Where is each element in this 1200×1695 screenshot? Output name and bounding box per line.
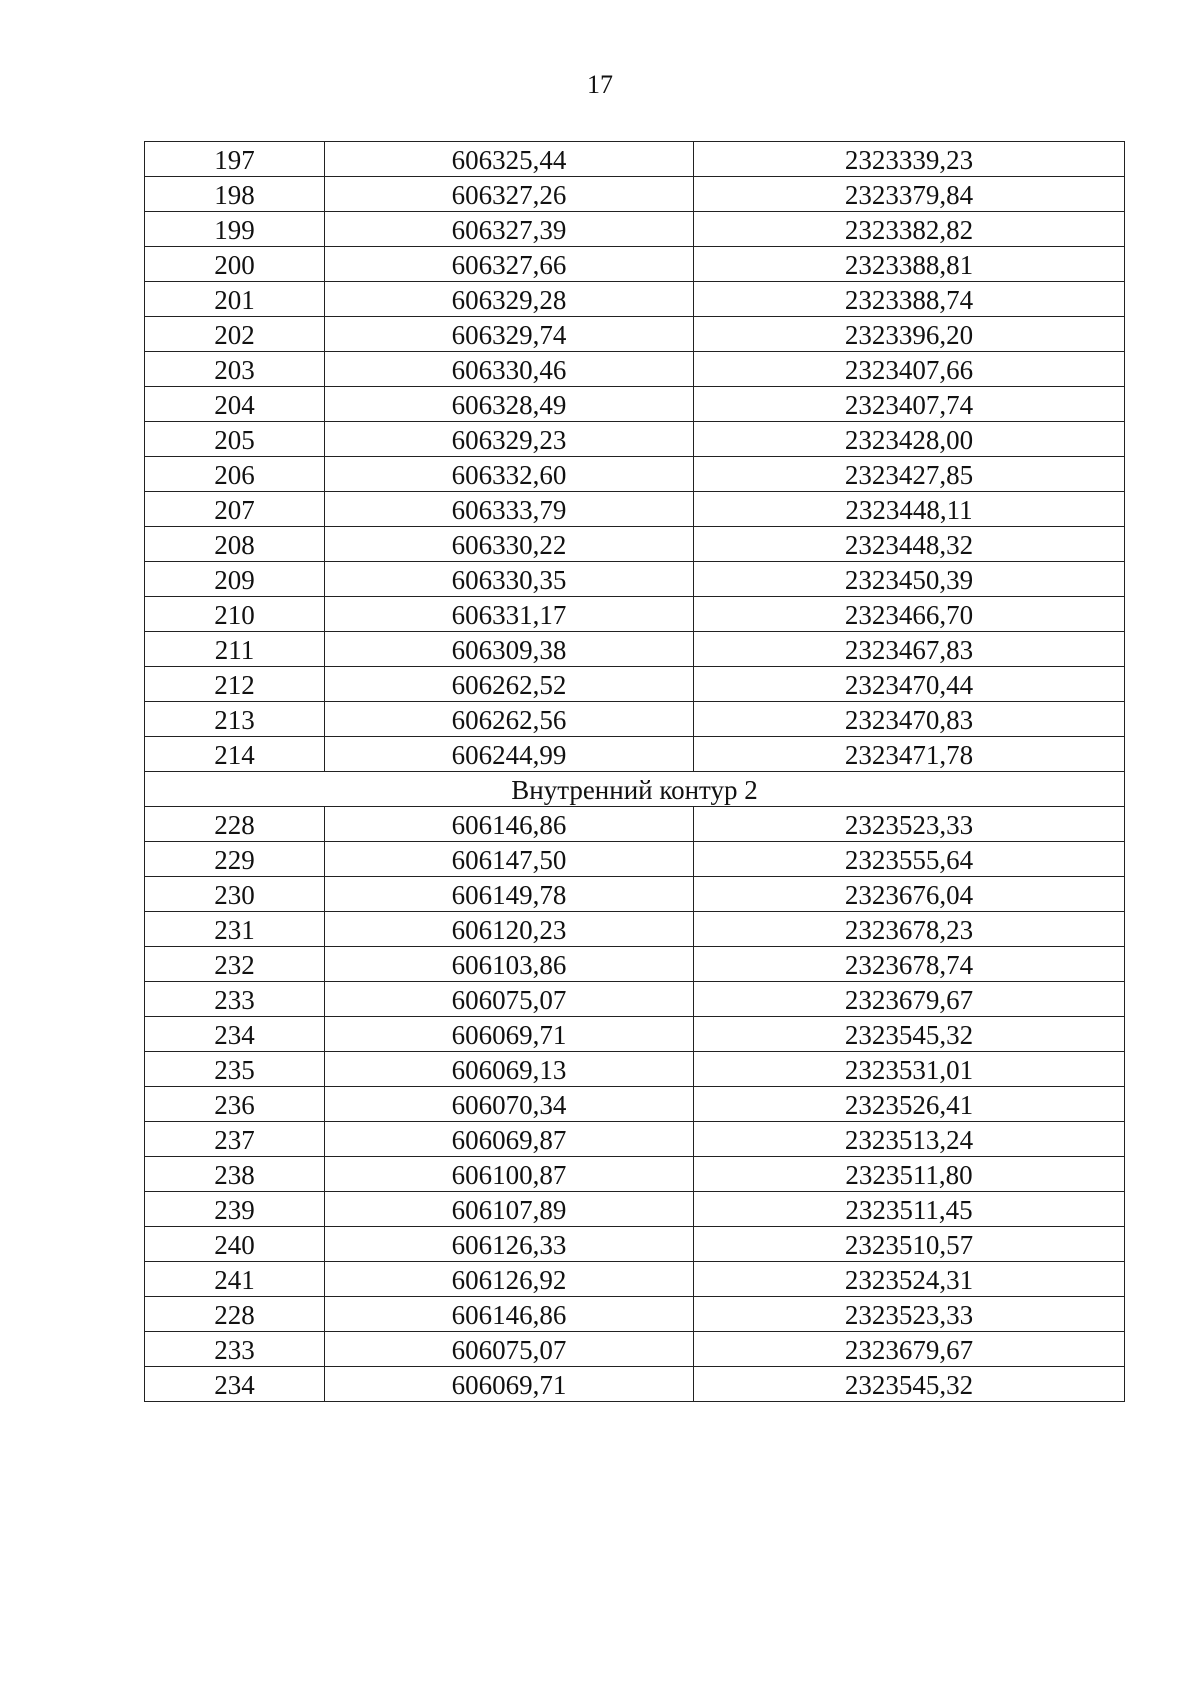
point-number-cell: 200	[145, 247, 325, 282]
table-row	[145, 632, 1125, 667]
y-coordinate-cell: 2323678,74	[694, 947, 1125, 982]
y-coordinate-cell: 2323676,04	[694, 877, 1125, 912]
x-coordinate-cell: 606069,71	[325, 1017, 694, 1052]
y-coordinate-cell: 2323466,70	[694, 597, 1125, 632]
x-coordinate-cell: 606075,07	[325, 1332, 694, 1367]
y-coordinate-cell: 2323471,78	[694, 737, 1125, 772]
table-row	[145, 597, 1125, 632]
point-number-cell: 199	[145, 212, 325, 247]
y-coordinate-cell: 2323467,83	[694, 632, 1125, 667]
x-coordinate-cell: 606325,44	[325, 142, 694, 177]
table-row	[145, 1052, 1125, 1087]
point-number-cell: 204	[145, 387, 325, 422]
y-coordinate-cell: 2323470,83	[694, 702, 1125, 737]
table-row	[145, 387, 1125, 422]
x-coordinate-cell: 606327,26	[325, 177, 694, 212]
table-row	[145, 527, 1125, 562]
table-row	[145, 422, 1125, 457]
table-row	[145, 947, 1125, 982]
section-heading: Внутренний контур 2	[145, 772, 1125, 807]
x-coordinate-cell: 606327,39	[325, 212, 694, 247]
point-number-cell: 233	[145, 982, 325, 1017]
x-coordinate-cell: 606147,50	[325, 842, 694, 877]
y-coordinate-cell: 2323511,45	[694, 1192, 1125, 1227]
y-coordinate-cell: 2323448,32	[694, 527, 1125, 562]
table-row	[145, 1122, 1125, 1157]
point-number-cell: 232	[145, 947, 325, 982]
point-number-cell: 209	[145, 562, 325, 597]
y-coordinate-cell: 2323396,20	[694, 317, 1125, 352]
table-row	[145, 1087, 1125, 1122]
point-number-cell: 238	[145, 1157, 325, 1192]
x-coordinate-cell: 606149,78	[325, 877, 694, 912]
point-number-cell: 229	[145, 842, 325, 877]
y-coordinate-cell: 2323511,80	[694, 1157, 1125, 1192]
y-coordinate-cell: 2323388,81	[694, 247, 1125, 282]
y-coordinate-cell: 2323382,82	[694, 212, 1125, 247]
point-number-cell: 211	[145, 632, 325, 667]
x-coordinate-cell: 606146,86	[325, 1297, 694, 1332]
table-row	[145, 1227, 1125, 1262]
point-number-cell: 237	[145, 1122, 325, 1157]
x-coordinate-cell: 606329,74	[325, 317, 694, 352]
x-coordinate-cell: 606244,99	[325, 737, 694, 772]
table-row	[145, 1262, 1125, 1297]
x-coordinate-cell: 606331,17	[325, 597, 694, 632]
page-number: 17	[587, 70, 613, 99]
table-row	[145, 667, 1125, 702]
y-coordinate-cell: 2323427,85	[694, 457, 1125, 492]
y-coordinate-cell: 2323407,66	[694, 352, 1125, 387]
y-coordinate-cell: 2323379,84	[694, 177, 1125, 212]
point-number-cell: 203	[145, 352, 325, 387]
x-coordinate-cell: 606329,28	[325, 282, 694, 317]
table-row	[145, 982, 1125, 1017]
point-number-cell: 207	[145, 492, 325, 527]
x-coordinate-cell: 606333,79	[325, 492, 694, 527]
table-row	[145, 177, 1125, 212]
point-number-cell: 210	[145, 597, 325, 632]
y-coordinate-cell: 2323470,44	[694, 667, 1125, 702]
table-row	[145, 807, 1125, 842]
table-row	[145, 912, 1125, 947]
table-row	[145, 317, 1125, 352]
x-coordinate-cell: 606309,38	[325, 632, 694, 667]
x-coordinate-cell: 606262,52	[325, 667, 694, 702]
y-coordinate-cell: 2323510,57	[694, 1227, 1125, 1262]
point-number-cell: 234	[145, 1367, 325, 1402]
point-number-cell: 228	[145, 807, 325, 842]
x-coordinate-cell: 606332,60	[325, 457, 694, 492]
table-row	[145, 877, 1125, 912]
point-number-cell: 240	[145, 1227, 325, 1262]
x-coordinate-cell: 606262,56	[325, 702, 694, 737]
point-number-cell: 202	[145, 317, 325, 352]
x-coordinate-cell: 606120,23	[325, 912, 694, 947]
x-coordinate-cell: 606330,35	[325, 562, 694, 597]
x-coordinate-cell: 606146,86	[325, 807, 694, 842]
y-coordinate-cell: 2323545,32	[694, 1017, 1125, 1052]
x-coordinate-cell: 606107,89	[325, 1192, 694, 1227]
y-coordinate-cell: 2323388,74	[694, 282, 1125, 317]
point-number-cell: 214	[145, 737, 325, 772]
point-number-cell: 230	[145, 877, 325, 912]
x-coordinate-cell: 606328,49	[325, 387, 694, 422]
point-number-cell: 228	[145, 1297, 325, 1332]
x-coordinate-cell: 606126,33	[325, 1227, 694, 1262]
x-coordinate-cell: 606069,13	[325, 1052, 694, 1087]
point-number-cell: 208	[145, 527, 325, 562]
x-coordinate-cell: 606126,92	[325, 1262, 694, 1297]
y-coordinate-cell: 2323555,64	[694, 842, 1125, 877]
point-number-cell: 197	[145, 142, 325, 177]
point-number-cell: 241	[145, 1262, 325, 1297]
table-row	[145, 142, 1125, 177]
point-number-cell: 236	[145, 1087, 325, 1122]
y-coordinate-cell: 2323531,01	[694, 1052, 1125, 1087]
table-row	[145, 212, 1125, 247]
point-number-cell: 233	[145, 1332, 325, 1367]
x-coordinate-cell: 606075,07	[325, 982, 694, 1017]
y-coordinate-cell: 2323679,67	[694, 982, 1125, 1017]
y-coordinate-cell: 2323679,67	[694, 1332, 1125, 1367]
x-coordinate-cell: 606330,46	[325, 352, 694, 387]
section-heading-row	[145, 772, 1125, 807]
point-number-cell: 213	[145, 702, 325, 737]
point-number-cell: 206	[145, 457, 325, 492]
y-coordinate-cell: 2323513,24	[694, 1122, 1125, 1157]
y-coordinate-cell: 2323678,23	[694, 912, 1125, 947]
coordinates-table-body	[145, 142, 1125, 1402]
y-coordinate-cell: 2323450,39	[694, 562, 1125, 597]
y-coordinate-cell: 2323523,33	[694, 807, 1125, 842]
point-number-cell: 234	[145, 1017, 325, 1052]
table-row	[145, 1367, 1125, 1402]
coordinates-table	[144, 141, 1125, 1402]
x-coordinate-cell: 606103,86	[325, 947, 694, 982]
table-row	[145, 1157, 1125, 1192]
table-row	[145, 352, 1125, 387]
y-coordinate-cell: 2323524,31	[694, 1262, 1125, 1297]
x-coordinate-cell: 606329,23	[325, 422, 694, 457]
point-number-cell: 239	[145, 1192, 325, 1227]
y-coordinate-cell: 2323448,11	[694, 492, 1125, 527]
table-row	[145, 457, 1125, 492]
y-coordinate-cell: 2323407,74	[694, 387, 1125, 422]
point-number-cell: 201	[145, 282, 325, 317]
x-coordinate-cell: 606330,22	[325, 527, 694, 562]
table-row	[145, 702, 1125, 737]
table-row	[145, 282, 1125, 317]
x-coordinate-cell: 606070,34	[325, 1087, 694, 1122]
table-row	[145, 737, 1125, 772]
point-number-cell: 198	[145, 177, 325, 212]
y-coordinate-cell: 2323545,32	[694, 1367, 1125, 1402]
table-row	[145, 492, 1125, 527]
table-row	[145, 1192, 1125, 1227]
x-coordinate-cell: 606100,87	[325, 1157, 694, 1192]
table-row	[145, 247, 1125, 282]
y-coordinate-cell: 2323526,41	[694, 1087, 1125, 1122]
y-coordinate-cell: 2323339,23	[694, 142, 1125, 177]
point-number-cell: 231	[145, 912, 325, 947]
table-row	[145, 562, 1125, 597]
table-row	[145, 1332, 1125, 1367]
point-number-cell: 205	[145, 422, 325, 457]
point-number-cell: 212	[145, 667, 325, 702]
table-row	[145, 1017, 1125, 1052]
x-coordinate-cell: 606069,87	[325, 1122, 694, 1157]
table-row	[145, 842, 1125, 877]
point-number-cell: 235	[145, 1052, 325, 1087]
y-coordinate-cell: 2323523,33	[694, 1297, 1125, 1332]
x-coordinate-cell: 606327,66	[325, 247, 694, 282]
y-coordinate-cell: 2323428,00	[694, 422, 1125, 457]
x-coordinate-cell: 606069,71	[325, 1367, 694, 1402]
table-row	[145, 1297, 1125, 1332]
